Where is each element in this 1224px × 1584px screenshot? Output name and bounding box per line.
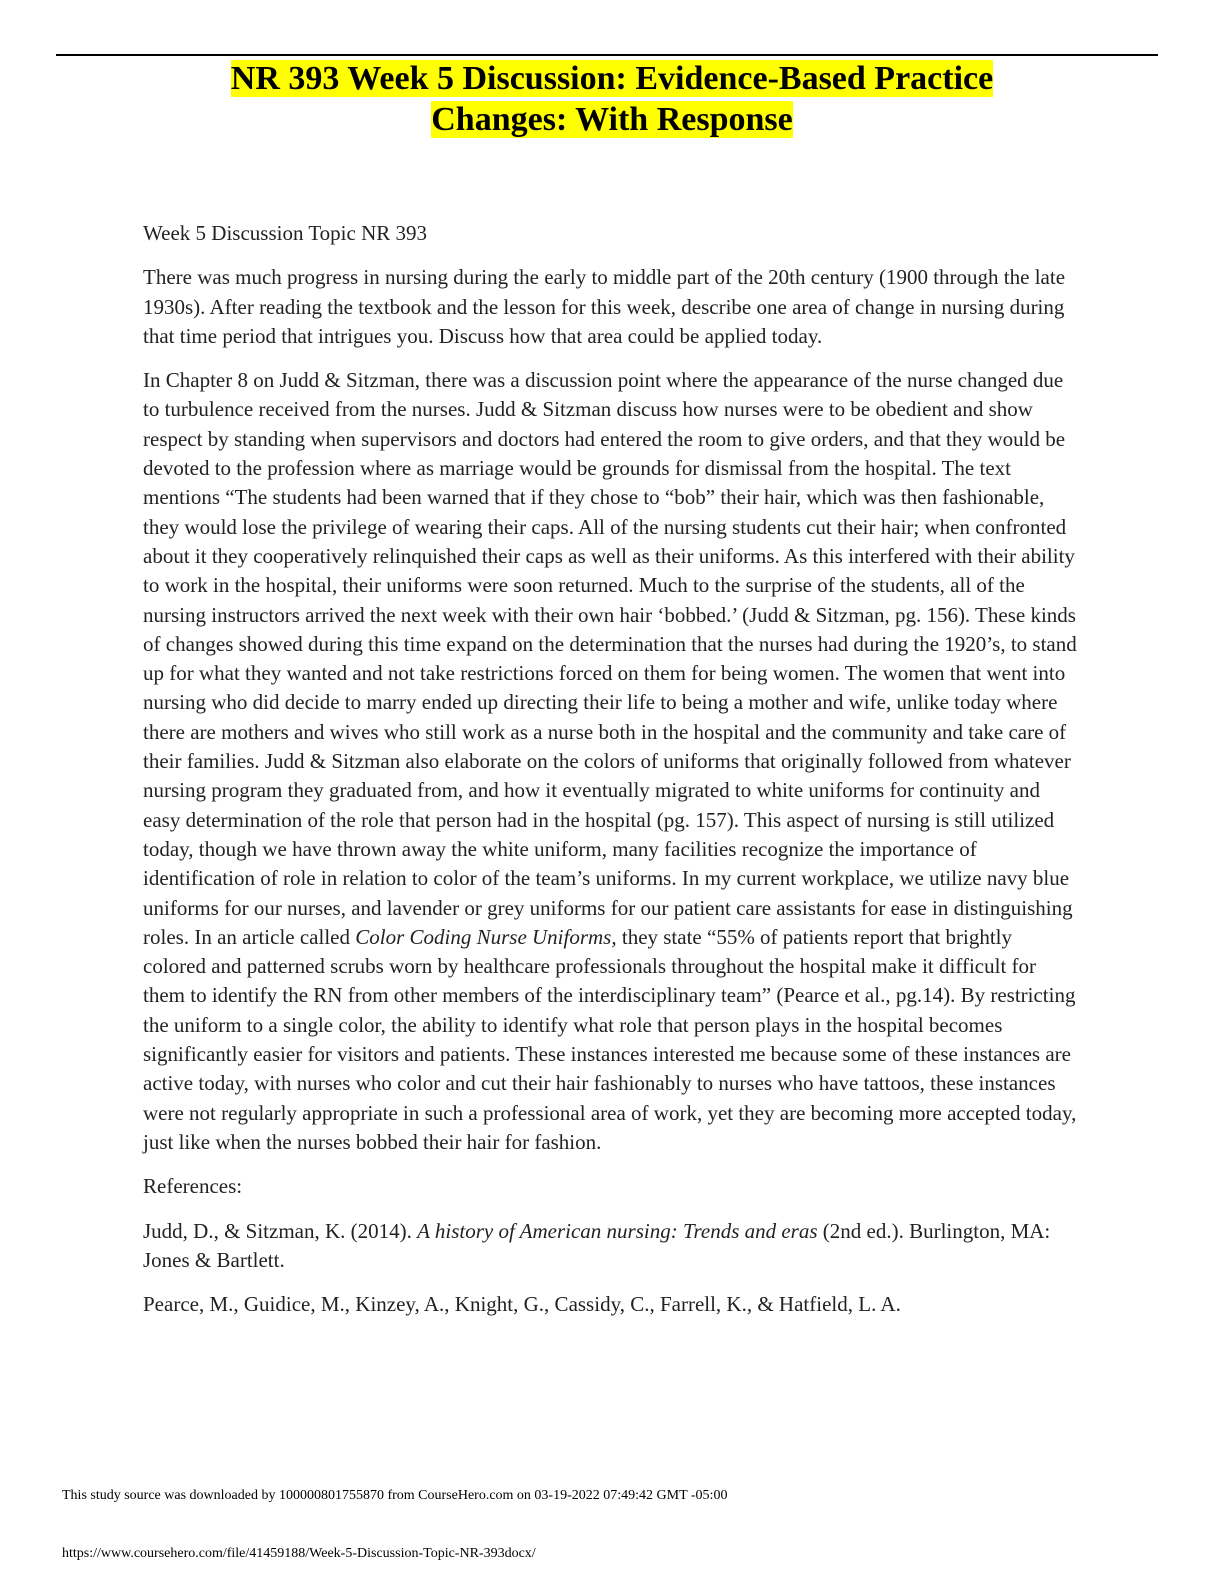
reference-item [143, 1290, 1078, 1319]
title-line-2: Changes: With Response [431, 101, 793, 138]
document-title [130, 58, 1094, 140]
article-title: Color Coding Nurse Uniforms, [355, 924, 617, 949]
response-text-part-1: In Chapter 8 on Judd & Sitzman, there was a discussion point where the appearance of the nurse changed due to turbulence received from the nurses. Judd & Sitzman discuss how nurses were to be obedient and show respect by standing when supervisors and doctors had entered the room to give orders, and that they would be devoted to the profession where as marriage would be grounds for dismissal from the hospital. The text mentions “The students had been warned that if they chose to “bob” their hair, which was then fashionable, they would lose the privilege of wearing their caps. All of the nursing students cut their hair; when confronted about it they cooperatively relinquished their caps as well as their uniforms. As this interfered with their ability to work in the hospital, their uniforms were soon returned. Much to the surprise of the students, all of the nursing instructors arrived the next week with their own hair ‘bobbed.’ (Judd & Sitzman, pg. 156). These kinds of changes showed during this time expand on the determination that the nurses had during the 1920’s, to stand up for what they wanted and not take restrictions forced on them for being women. The women that went into nursing who did decide to marry ended up directing their life to being a mother and wife, unlike today where there are mothers and wives who still work as a nurse both in the hospital and the community and take care of their families. Judd & Sitzman also elaborate on the colors of uniforms that originally followed from whatever nursing program they graduated from, and how it eventually migrated to white uniforms for continuity and easy determination of the role that person had in the hospital (pg. 157). This aspect of nursing is still utilized today, though we have thrown away the white uniform, many facilities recognize the importance of identification of role in relation to color of the team’s uniforms. In my current workplace, we utilize navy blue uniforms for our nurses, and lavender or grey uniforms for our patient care assistants for ease in distinguishing roles. In an article called [143, 368, 1077, 949]
discussion-prompt: There was much progress in nursing during the early to middle part of the 20th century (1900 through the late 1930s). After reading the textbook and the lesson for this week, describe one area of change in nursing during that time period that intrigues you. Discuss how that area could be applied today. [143, 265, 1066, 348]
reference-item [143, 1217, 1078, 1276]
topic-heading: Week 5 Discussion Topic NR 393 [143, 221, 428, 245]
reference-authors: Judd, D., & Sitzman, K. (2014). [143, 1218, 418, 1243]
response-text-part-2: they state “55% of patients report that brightly colored and patterned scrubs worn by healthcare professionals throughout the hospital make it difficult for them to identify the RN from other members of the interdisciplinary team” (Pearce et al., pg.14). By restricting the uniform to a single color, the ability to identify what role that person plays in the hospital becomes significantly easier for visitors and patients. These instances interested me because some of these instances are active today, with nurses who color and cut their hair fashionably to nurses who have tattoos, these instances were not regularly appropriate in such a professional area of work, yet they are becoming more accepted today, just like when the nurses bobbed their hair for fashion. [143, 924, 1077, 1154]
references-heading: References: [143, 1174, 243, 1199]
reference-publisher: (2nd ed.). Burlington, MA: Jones & Bartlett. [143, 1218, 1051, 1272]
document-body [143, 219, 1078, 1334]
discussion-response [143, 366, 1078, 1157]
reference-title: A history of American nursing: Trends and eras [417, 1218, 818, 1243]
reference-authors: Pearce, M., Guidice, M., Kinzey, A., Knight, G., Cassidy, C., Farrell, K., & Hatfield, L. A. [143, 1292, 901, 1317]
header-rule [56, 54, 1158, 56]
source-url[interactable]: https://www.coursehero.com/file/41459188/Week-5-Discussion-Topic-NR-393docx/ [62, 1546, 536, 1561]
title-line-1: NR 393 Week 5 Discussion: Evidence-Based Practice [230, 60, 994, 97]
download-notice: This study source was downloaded by 100000801755870 from CourseHero.com on 03-19-2022 07:49:42 GMT -05:00 [62, 1488, 728, 1503]
